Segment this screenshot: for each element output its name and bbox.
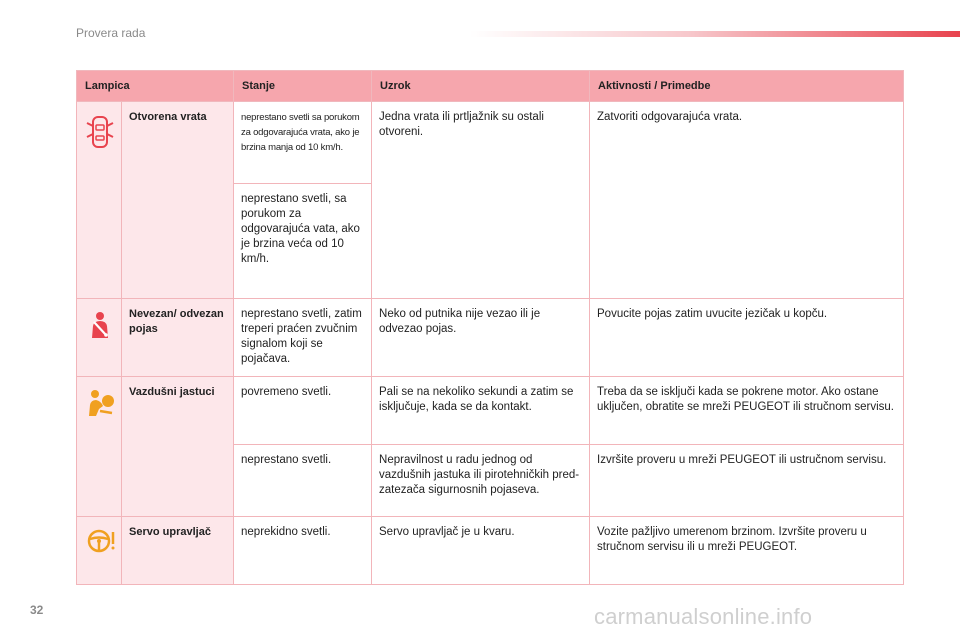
lamp-cause: Neko od putnika nije vezao ili je odvezao pojas. — [372, 299, 590, 377]
lamp-action: Vozite pažljivo umerenom brzinom. Izvršite proveru u stručnom servisu ili u mreži PEUGEOT. — [590, 517, 904, 585]
lamp-state: neprestano svetli, zatim treperi praćen zvučnim signalom koji se pojačava. — [234, 299, 372, 377]
lamp-name: Nevezan/ odvezan pojas — [122, 299, 234, 377]
page-header-title: Provera rada — [76, 26, 146, 40]
lamp-state: neprestano svetli. — [234, 445, 372, 517]
lamp-state: povremeno svetli. — [234, 377, 372, 445]
table-header-row — [77, 71, 904, 102]
lamp-name: Vazdušni jastuci — [122, 377, 234, 517]
lamp-icon-cell — [77, 102, 122, 299]
lamp-cause: Jedna vrata ili prtljažnik su ostali otvoreni. — [372, 102, 590, 299]
column-header-stanje: Stanje — [234, 71, 372, 102]
lamp-name: Servo upravljač — [122, 517, 234, 585]
open-door-icon — [86, 114, 114, 150]
table-row — [77, 517, 904, 585]
lamp-icon-cell — [77, 377, 122, 517]
lamp-state: neprestano svetli sa porukom za odgovarajuća vrata, ako je brzina manja od 10 km/h. — [234, 102, 372, 184]
header-gradient-bar — [470, 31, 960, 37]
lamp-name: Otvorena vrata — [122, 102, 234, 299]
lamp-cause: Servo upravljač je u kvaru. — [372, 517, 590, 585]
lamp-icon-cell — [77, 299, 122, 377]
table-row — [77, 299, 904, 377]
seatbelt-icon — [86, 311, 114, 339]
table-row — [77, 102, 904, 184]
lamp-state: neprestano svetli, sa porukom za odgovarajuća vata, ako je brzina veća od 10 km/h. — [234, 184, 372, 299]
power-steering-icon — [86, 527, 116, 555]
column-header-aktivnosti: Aktivnosti / Primedbe — [590, 71, 904, 102]
lamp-icon-cell — [77, 517, 122, 585]
watermark: carmanualsonline.info — [594, 604, 813, 629]
lamp-action: Izvršite proveru u mreži PEUGEOT ili ustručnom servisu. — [590, 445, 904, 517]
column-header-uzrok: Uzrok — [372, 71, 590, 102]
warning-lamp-table — [76, 70, 904, 585]
lamp-action: Zatvoriti odgovarajuća vrata. — [590, 102, 904, 299]
column-header-lampica: Lampica — [77, 71, 234, 102]
page-number: 32 — [30, 603, 44, 617]
airbag-icon — [86, 389, 116, 417]
lamp-action: Treba da se isključi kada se pokrene motor. Ako ostane uključen, obratite se mreži PEUGEOT ili stručnom servisu. — [590, 377, 904, 445]
lamp-cause: Nepravilnost u radu jednog od vazdušnih jastuka ili pirotehničkih pred-zatezača sigurnosnih pojaseva. — [372, 445, 590, 517]
table-row — [77, 377, 904, 445]
lamp-state: neprekidno svetli. — [234, 517, 372, 585]
lamp-cause: Pali se na nekoliko sekundi a zatim se isključuje, kada se da kontakt. — [372, 377, 590, 445]
lamp-action: Povucite pojas zatim uvucite jezičak u kopču. — [590, 299, 904, 377]
